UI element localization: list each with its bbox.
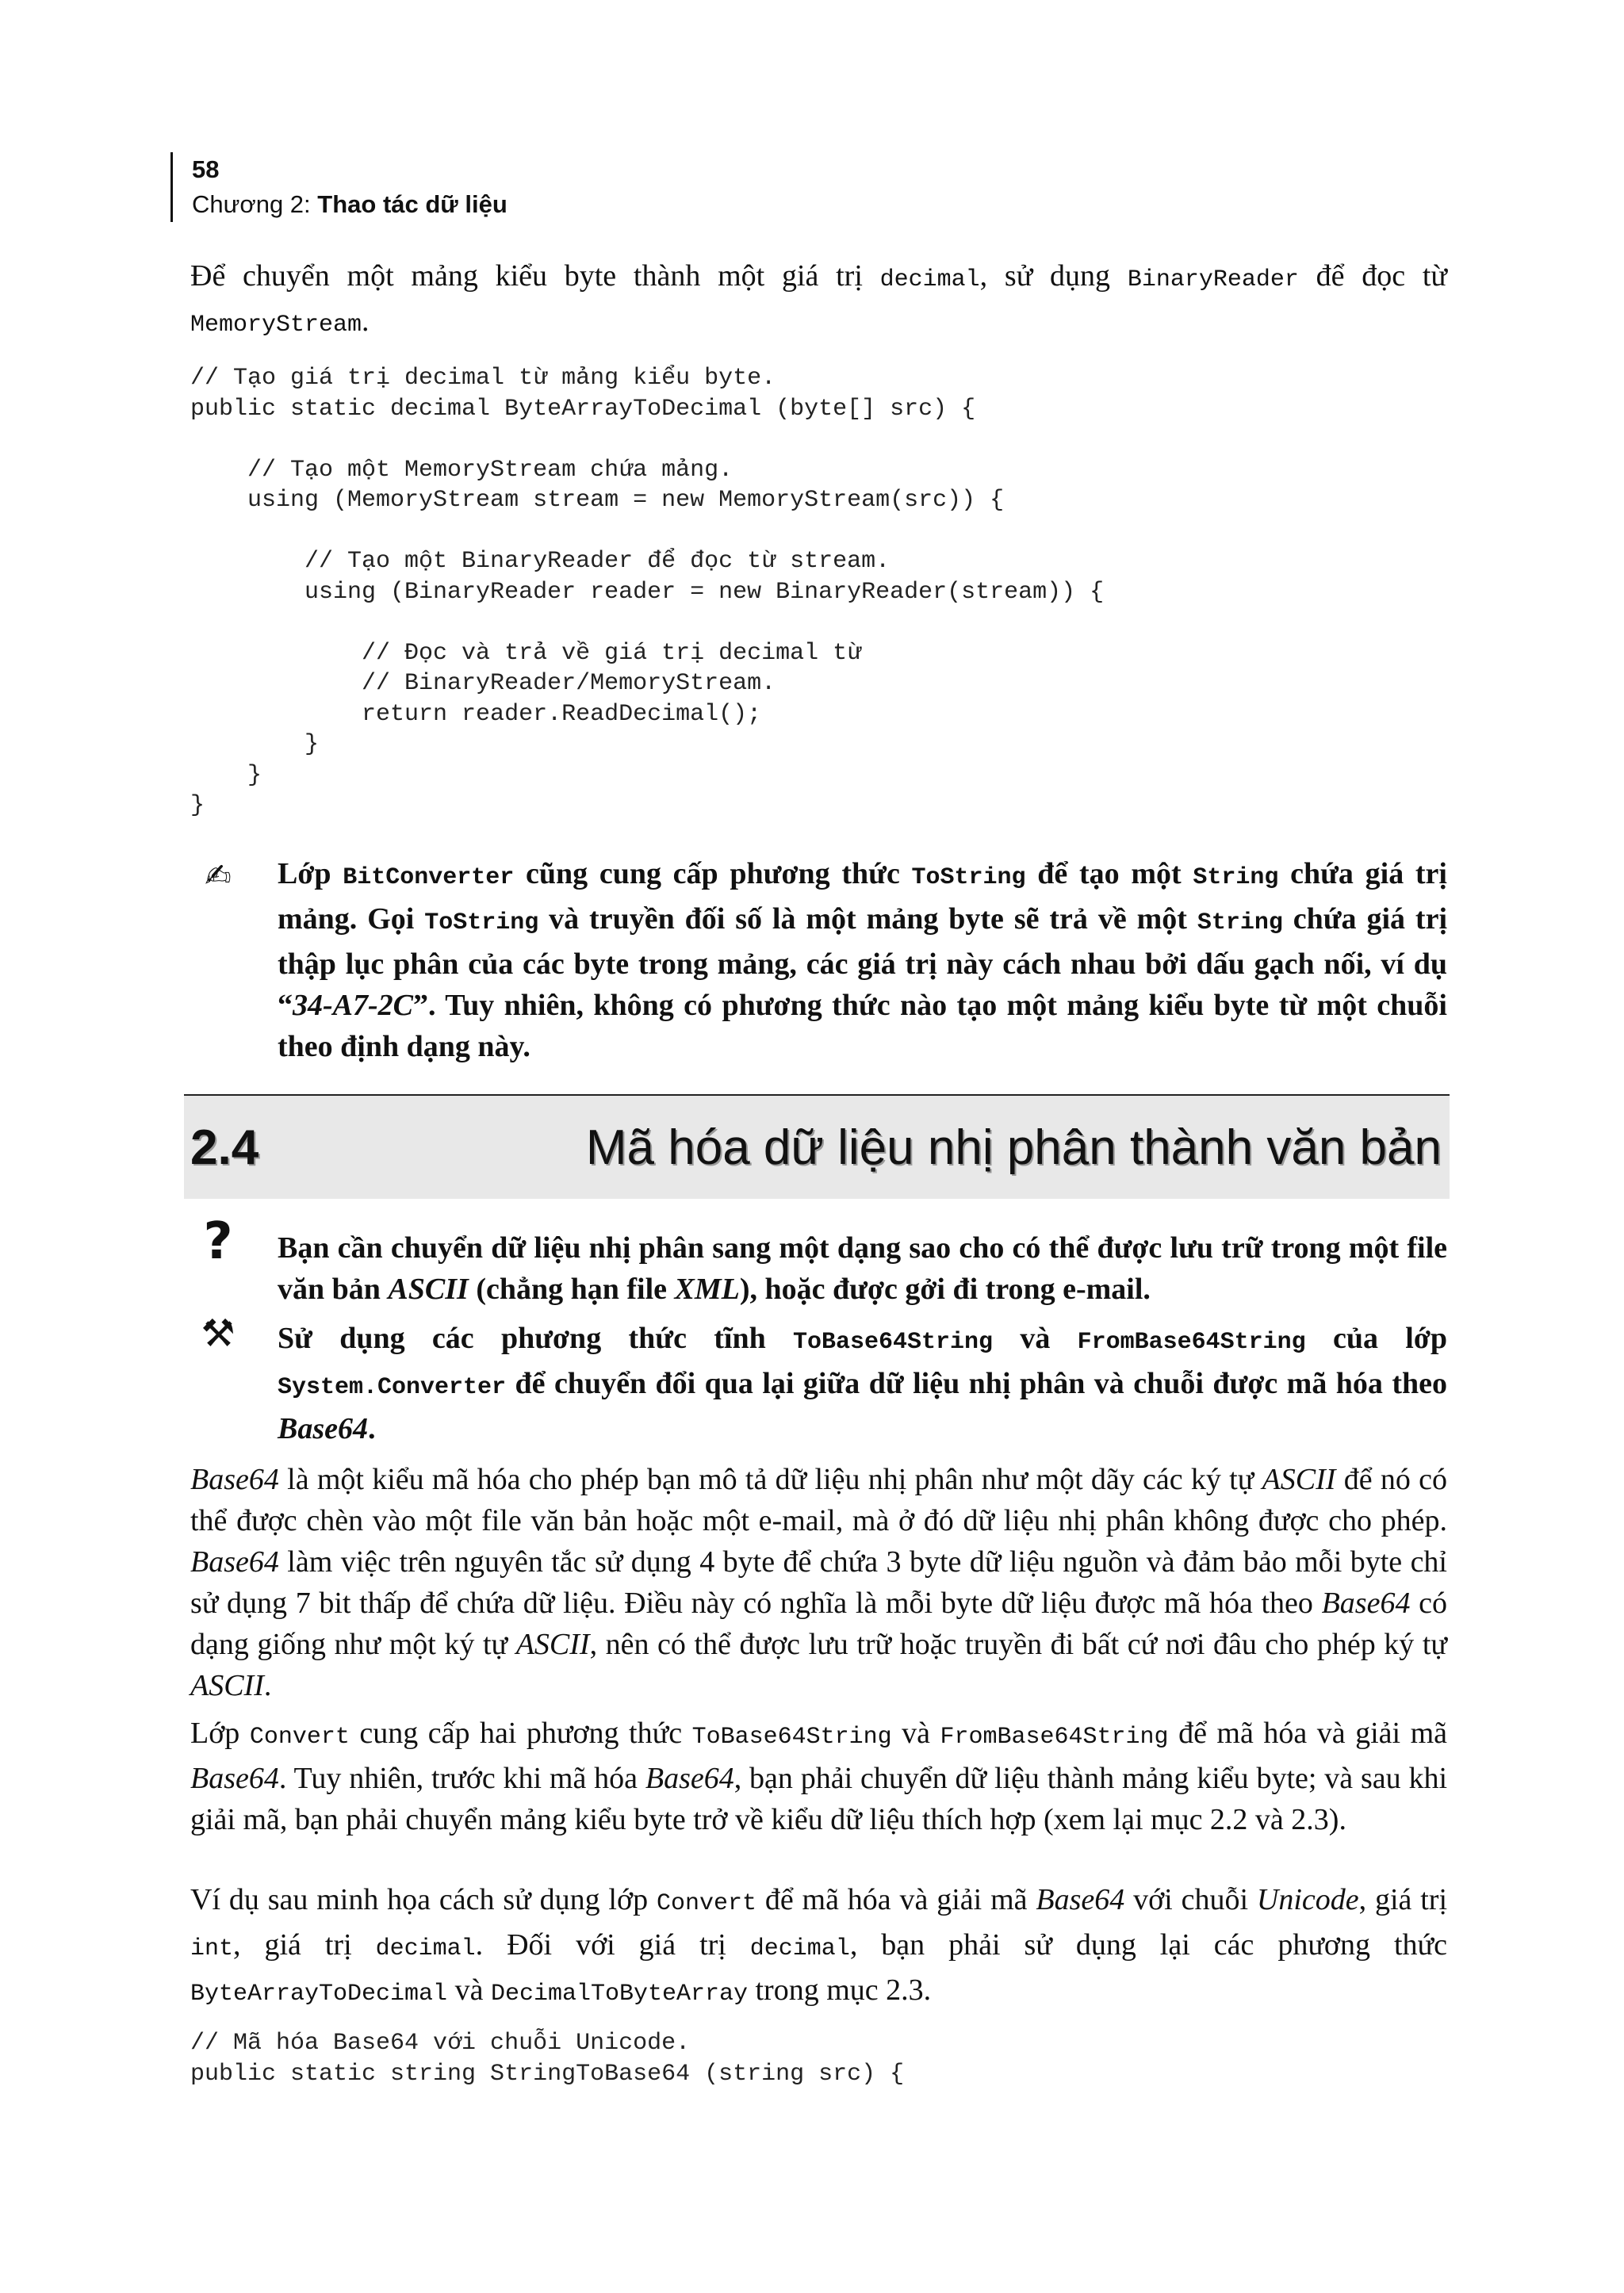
text-run: .: [263, 1669, 272, 1702]
text-run: làm việc trên nguyên tắc sử dụng 4 byte để chứa 3 byte dữ liệu nguồn và đảm bảo mỗi byte chỉ sử dụng 7 bit thấp để chứa dữ liệu. Điều này có nghĩa là mỗi byte dữ liệu được mã hóa theo: [190, 1545, 1447, 1620]
text-run: cũng cung cấp phương thức: [514, 857, 912, 890]
inline-code: decimal: [879, 266, 980, 293]
text-run: và truyền đối số là một mảng byte sẽ trả về một: [538, 902, 1197, 936]
inline-code: DecimalToByteArray: [490, 1981, 748, 2008]
code-block-bytearraytodecimal: // Tạo giá trị decimal từ mảng kiểu byte. public static decimal ByteArrayToDecimal (byte[] src) { // Tạo một MemoryStream chứa mảng. using (MemoryStream stream = new MemoryStream(src)) { // Tạo một BinaryReader để đọc từ stream. using (BinaryReader reader = new BinaryReader(stream)) { // Đọc và trả về giá trị decimal từ // BinaryReader/MemoryStream. return reader.ReadDecimal(); } } }: [190, 365, 1105, 819]
italic-text: ASCII: [388, 1273, 469, 1306]
italic-text: Base64: [190, 1463, 279, 1496]
text-run: trong mục 2.3.: [748, 1973, 932, 2007]
text-run: để tạo một: [1025, 857, 1193, 890]
text-run: . Tuy nhiên, trước khi mã hóa: [278, 1762, 645, 1795]
code-block-stringtobase64: // Mã hóa Base64 với chuỗi Unicode. public static string StringToBase64 (string src) {: [190, 2030, 905, 2088]
intro-paragraph: [190, 255, 1447, 346]
italic-text: Base64: [190, 1762, 279, 1795]
italic-text: XML: [674, 1273, 740, 1306]
text-run: có dạng giống như một ký tự: [190, 1587, 1447, 1661]
inline-code: String: [1193, 864, 1279, 891]
body-paragraph-example: [190, 1879, 1447, 2015]
running-header: [170, 152, 508, 222]
inline-code: decimal: [749, 1935, 850, 1962]
text-run: với chuỗi: [1124, 1883, 1257, 1916]
problem-paragraph: [278, 1227, 1447, 1310]
inline-code: FromBase64String: [1077, 1329, 1306, 1356]
text-run: , giá trị: [233, 1928, 376, 1962]
text-run: để đọc từ: [1298, 259, 1447, 293]
italic-text: Base64: [645, 1762, 734, 1795]
italic-text: Unicode: [1256, 1883, 1359, 1916]
text-run: cung cấp hai phương thức: [349, 1717, 692, 1750]
text-run: chứa giá trị mảng. Gọi: [278, 857, 1447, 936]
inline-code: BitConverter: [343, 864, 515, 891]
text-run: , giá trị: [1358, 1883, 1448, 1916]
italic-text: Base64: [278, 1412, 368, 1445]
text-run: để mã hóa và giải mã: [1168, 1717, 1447, 1750]
inline-code: ToBase64String: [691, 1724, 892, 1751]
text-run: Lớp: [278, 857, 343, 890]
text-run: để chuyển đổi qua lại giữa dữ liệu nhị phân và chuỗi được mã hóa theo: [506, 1367, 1447, 1400]
text-run: và: [891, 1717, 940, 1750]
page-number: 58: [192, 155, 220, 183]
inline-code: decimal: [375, 1935, 476, 1962]
inline-code: BinaryReader: [1127, 266, 1299, 293]
question-mark-icon: ?: [203, 1212, 233, 1271]
italic-text: Base64: [190, 1545, 279, 1579]
text-run: , bạn phải sử dụng lại các phương thức: [849, 1928, 1447, 1962]
italic-text: Base64: [1036, 1883, 1125, 1916]
text-run: , bạn phải chuyển dữ liệu thành mảng kiểu byte; và sau khi giải mã, bạn phải chuyển mảng kiểu byte trở về kiểu dữ liệu thích hợp (xem lại mục 2.2 và 2.3).: [190, 1762, 1448, 1836]
note-paragraph: [278, 853, 1447, 1067]
text-run: để nó có thể được chèn vào một file văn bản hoặc một e-mail, mà ở đó dữ liệu nhị phân không được cho phép.: [190, 1463, 1447, 1537]
solution-paragraph: [278, 1318, 1447, 1449]
italic-text: 34-A7-2C: [293, 989, 413, 1022]
text-run: ”. Tuy nhiên, không có phương thức nào tạo một mảng kiểu byte từ một chuỗi theo định dạng này.: [278, 989, 1447, 1063]
text-run: Bạn cần chuyển dữ liệu nhị phân sang một dạng sao cho có thể được lưu trữ trong một file văn bản: [278, 1231, 1447, 1306]
italic-text: ASCII: [515, 1628, 590, 1661]
text-run: để mã hóa và giải mã: [756, 1883, 1036, 1916]
section-title: Mã hóa dữ liệu nhị phân thành văn bản: [585, 1120, 1442, 1175]
text-run: của lớp: [1305, 1322, 1448, 1355]
inline-code: Convert: [249, 1724, 350, 1751]
text-run: chứa giá trị thập lục phân của các byte trong mảng, các giá trị này cách nhau bởi dấu gạch nối, ví dụ “: [278, 902, 1447, 1022]
text-run: ), hoặc được gởi đi trong e-mail.: [739, 1273, 1151, 1306]
text-run: . Đối với giá trị: [475, 1928, 750, 1962]
italic-text: ASCII: [190, 1669, 264, 1702]
body-paragraph-base64: [190, 1459, 1447, 1706]
text-run: , sử dụng: [979, 259, 1128, 293]
text-run: Sử dụng các phương thức tĩnh: [278, 1322, 793, 1355]
inline-code: ByteArrayToDecimal: [190, 1981, 448, 2008]
text-run: là một kiểu mã hóa cho phép bạn mô tả dữ liệu nhị phân như một dãy các ký tự: [278, 1463, 1262, 1496]
chapter-title: Thao tác dữ liệu: [317, 190, 508, 218]
text-run: .: [362, 304, 370, 338]
inline-code: int: [190, 1935, 234, 1962]
text-run: , nên có thể được lưu trữ hoặc truyền đi bất cứ nơi đâu cho phép ký tự: [589, 1628, 1447, 1661]
inline-code: ToBase64String: [793, 1329, 994, 1356]
section-heading-bar: [184, 1094, 1450, 1199]
inline-code: Convert: [656, 1890, 756, 1917]
chapter-heading: [192, 187, 508, 222]
inline-code: MemoryStream: [190, 312, 362, 339]
text-run: và: [447, 1973, 491, 2007]
inline-code: String: [1197, 909, 1283, 936]
text-run: Ví dụ sau minh họa cách sử dụng lớp: [190, 1883, 657, 1916]
body-paragraph-convert: [190, 1713, 1447, 1840]
text-run: và: [993, 1322, 1078, 1355]
section-number: 2.4: [190, 1120, 259, 1175]
text-run: (chẳng hạn file: [468, 1273, 675, 1306]
italic-text: Base64: [1321, 1587, 1411, 1620]
text-run: Để chuyển một mảng kiểu byte thành một giá trị: [190, 259, 880, 293]
inline-code: ToString: [424, 909, 539, 936]
tools-icon: ⚒: [201, 1311, 236, 1356]
text-run: .: [368, 1412, 376, 1445]
italic-text: ASCII: [1262, 1463, 1336, 1496]
inline-code: FromBase64String: [940, 1724, 1169, 1751]
chapter-prefix: Chương 2:: [192, 190, 318, 218]
inline-code: System.Converter: [278, 1374, 507, 1401]
inline-code: ToString: [911, 864, 1026, 891]
pencil-note-icon: ✍: [205, 858, 232, 894]
text-run: Lớp: [190, 1717, 250, 1750]
